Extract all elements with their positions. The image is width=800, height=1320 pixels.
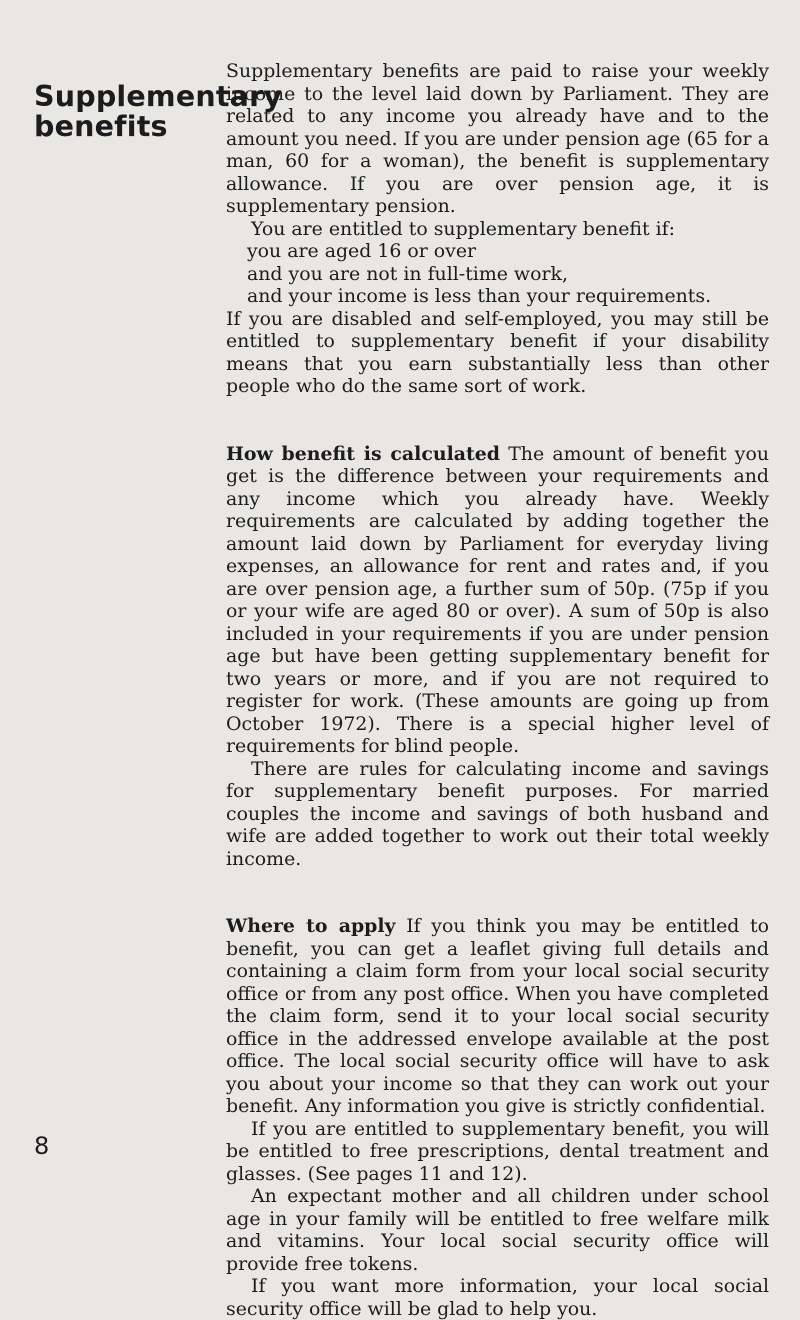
page-number: 8 bbox=[34, 1132, 50, 1160]
apply-paragraph bbox=[226, 915, 769, 1118]
section-heading-line-1: Supplementary bbox=[34, 80, 283, 113]
calculation-paragraph bbox=[226, 443, 769, 758]
section-heading bbox=[34, 80, 283, 143]
intro-paragraph: Supplementary benefits are paid to raise your weekly income to the level laid down by Parliament. They are related to any income you already have and to the amount you need. If you are under pension age (65 for a man, 60 for a woman), the benefit is supplementary allowance. If you are over pension age, it is supplementary pension. bbox=[226, 60, 769, 217]
disabled-self-employed-paragraph: If you are disabled and self-employed, you may still be entitled to supplementary benefit if your disability means that you earn substantially less than other people who do the same sort of work. bbox=[226, 307, 769, 397]
eligibility-condition-age: you are aged 16 or over bbox=[247, 240, 477, 262]
eligibility-condition-work: and you are not in full-time work, bbox=[247, 262, 568, 285]
calculation-text: The amount of benefit you get is the difference between your requirements and any income which you already have. Weekly requirements are calculated by adding together the amount laid down by Parliament for everyday living expenses, an allowance for rent and rates and, if you are over pension age, a further sum of 50p. (75p if you or your wife are aged 80 or over). A sum of 50p is also included in your requirements if you are under pension age but have been getting supplementary benefit for two years or more, and if you are not required to register for work. (These amounts are going up from October 1972). There is a special higher level of requirements for blind people. bbox=[226, 442, 769, 757]
welfare-milk-paragraph: An expectant mother and all children under school age in your family will be entitled to free welfare milk and vitamins. Your local social security office will provide free tokens. bbox=[226, 1185, 769, 1275]
apply-heading: Where to apply bbox=[226, 915, 396, 937]
eligibility-intro: You are entitled to supplementary benefit if: bbox=[251, 217, 676, 240]
more-information-paragraph: If you want more information, your local social security office will be glad to help you. bbox=[226, 1275, 769, 1320]
eligibility-condition-income: and your income is less than your requirements. bbox=[247, 285, 712, 307]
calculation-heading: How benefit is calculated bbox=[226, 442, 500, 465]
section-heading-line-2: benefits bbox=[34, 110, 168, 143]
income-rules-paragraph: There are rules for calculating income and savings for supplementary benefit purposes. For married couples the income and savings of both husband and wife are added together to work out their total weekly income. bbox=[226, 757, 769, 870]
free-treatment-paragraph: If you are entitled to supplementary benefit, you will be entitled to free prescriptions, dental treatment and glasses. (See pages 11 and 12). bbox=[226, 1117, 769, 1185]
body-column bbox=[226, 60, 769, 1320]
apply-text: If you think you may be entitled to benefit, you can get a leaflet giving full details and containing a claim form from your local social security office or from any post office. When you have completed the claim form, send it to your local social security office in the addressed envelope available at the post office. The local social security office will have to ask you about your income so that they can work out your benefit. Any information you give is strictly confidential. bbox=[226, 915, 769, 1117]
